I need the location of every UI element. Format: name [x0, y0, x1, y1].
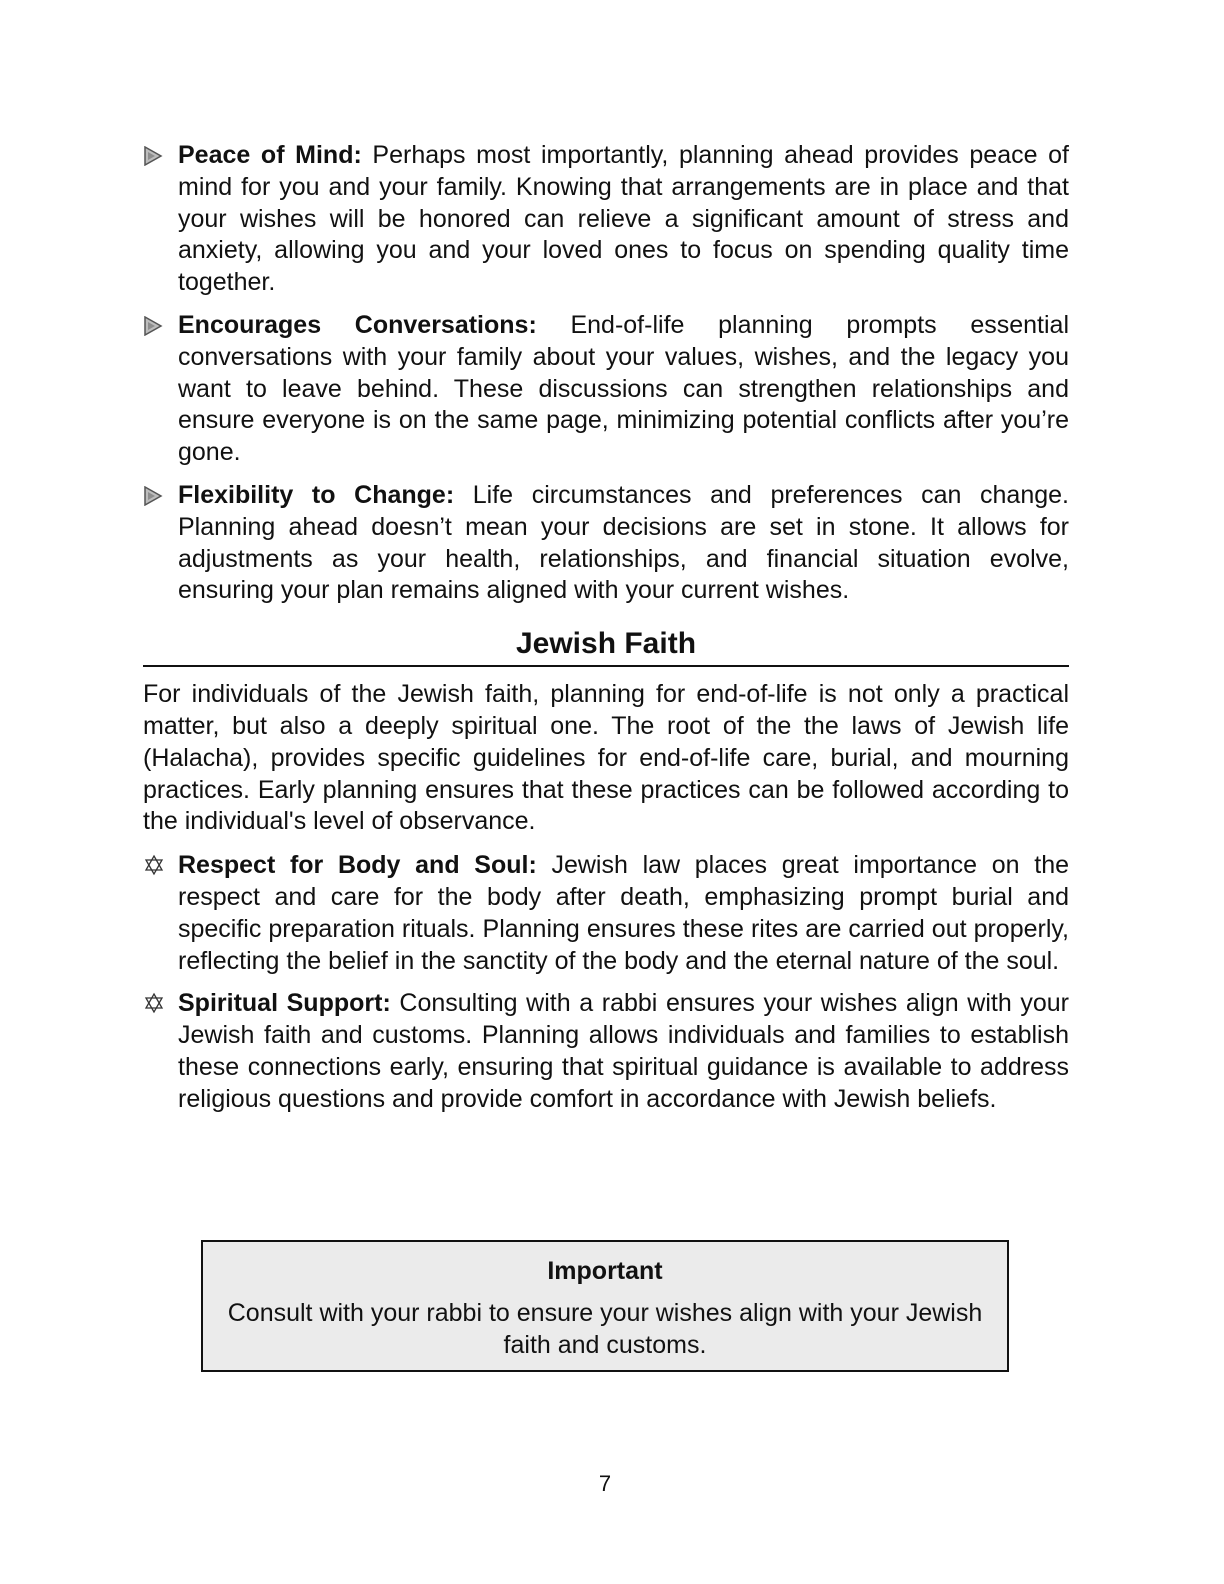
section-heading: Jewish Faith	[143, 625, 1069, 667]
triangle-bullet-icon	[143, 146, 163, 166]
important-callout	[201, 1240, 1009, 1372]
bullet-term: Flexibility to Change:	[178, 480, 455, 509]
bullet-term: Encourages Conversations:	[178, 310, 537, 339]
section-intro: For individuals of the Jewish faith, planning for end-of-life is not only a practical matter, but also a deeply spiritual one. The root of the the laws of Jewish life (Halacha), provides specific guidelines for end-of-life care, burial, and mourning practices. Early planning ensures that these practices can be followed according to the individual's level of observance.	[143, 680, 1069, 836]
bullet-text: Perhaps most importantly, planning ahead provides peace of mind for you and your family. Knowing that arrangements are in place and that your wishes will be honored can relieve a significant amount of stress and anxiety, allowing you and your loved ones to focus on spending quality time together.	[178, 141, 1069, 297]
triangle-bullet-icon	[143, 316, 163, 336]
list-item	[143, 480, 1069, 607]
bullet-text: Life circumstances and preferences can change. Planning ahead doesn’t mean your decisions are set in stone. It allows for adjustments as your health, relationships, and financial situation evolve, ensuring your plan remains aligned with your current wishes.	[178, 480, 1069, 605]
star-of-david-icon	[143, 992, 165, 1014]
bullet-text: Consulting with a rabbi ensures your wishes align with your Jewish faith and customs. Planning allows individuals and families to establish these connections early, ensuring that spiritual guidance is available to address religious questions and provide comfort in accordance with Jewish beliefs.	[178, 989, 1069, 1113]
bullet-text: Jewish law places great importance on the respect and care for the body after death, emphasizing prompt burial and specific preparation rituals. Planning ensures these rites are carried out properly, reflecting the belief in the sanctity of the body and the eternal nature of the soul.	[178, 851, 1069, 975]
list-item	[143, 988, 1069, 1115]
bullet-term: Peace of Mind:	[178, 141, 362, 169]
list-item	[143, 850, 1069, 977]
list-item	[143, 310, 1069, 469]
faith-points-list	[143, 850, 1069, 1115]
triangle-bullet-icon	[143, 486, 163, 506]
callout-body: Consult with your rabbi to ensure your wishes align with your Jewish faith and customs.	[227, 1299, 983, 1359]
benefits-list	[143, 140, 1069, 607]
bullet-term: Respect for Body and Soul:	[178, 851, 537, 880]
page-content	[143, 140, 1069, 1127]
page-number: 7	[598, 1471, 612, 1496]
star-of-david-icon	[143, 854, 165, 876]
bullet-term: Spiritual Support:	[178, 989, 391, 1018]
bullet-text: End-of-life planning prompts essential conversations with your family about your values, wishes, and the legacy you want to leave behind. These discussions can strengthen relationships and ensure everyone is on the same page, minimizing potential conflicts after you’re gone.	[178, 310, 1070, 467]
list-item	[143, 140, 1069, 299]
callout-title: Important	[547, 1257, 663, 1285]
